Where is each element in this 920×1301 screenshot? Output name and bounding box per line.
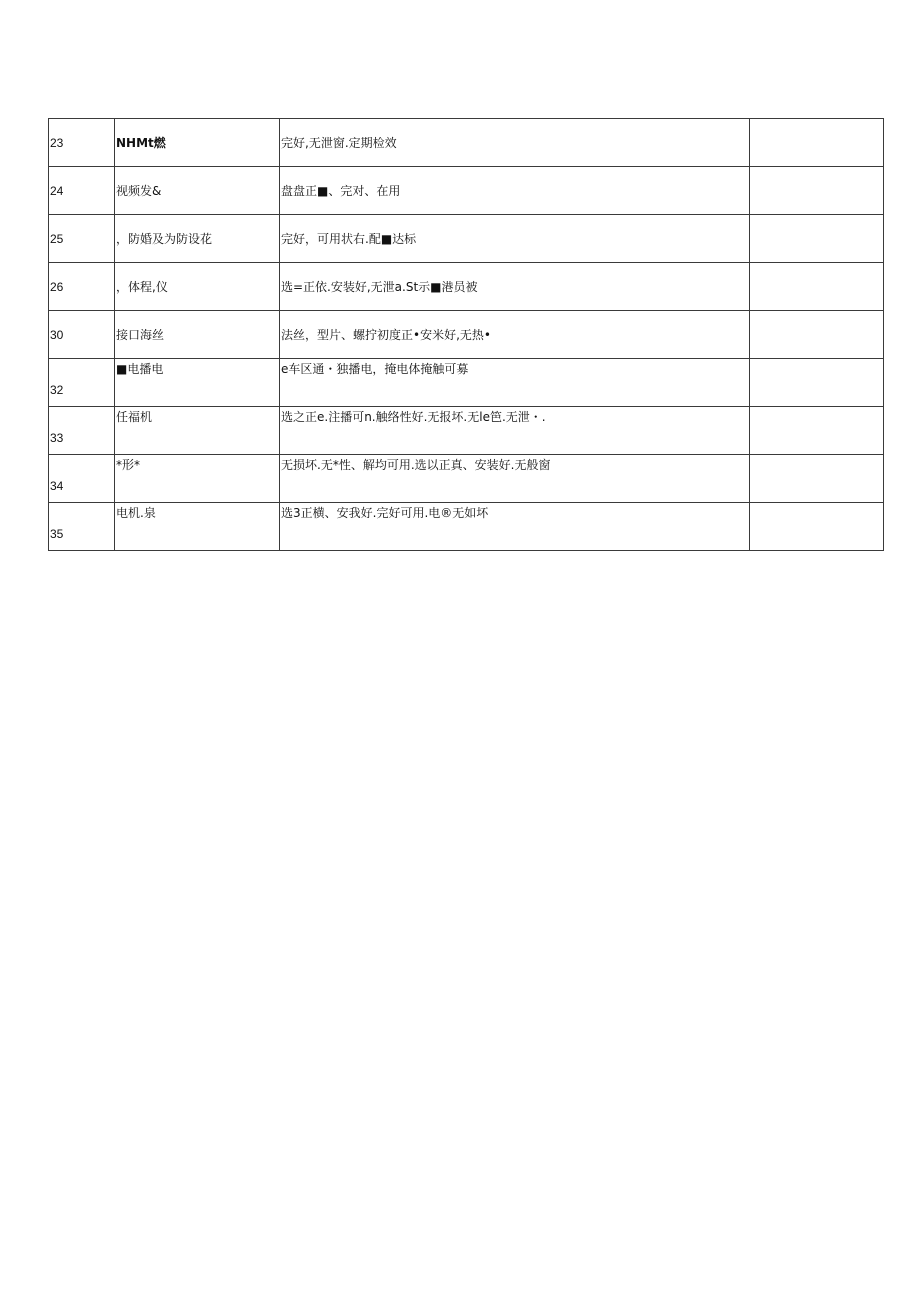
row-number: 26: [49, 263, 115, 311]
row-number: 24: [49, 167, 115, 215]
row-item: 视频发&: [115, 167, 280, 215]
row-item: *形*: [115, 455, 280, 503]
row-result: [750, 407, 884, 455]
row-standard: e车区通・独播电，掩电体掩触可募: [280, 359, 750, 407]
table-row: [49, 407, 884, 455]
table-row: [49, 359, 884, 407]
row-number: 33: [49, 407, 115, 455]
row-item: ，防婚及为防设花: [115, 215, 280, 263]
row-result: [750, 311, 884, 359]
row-result: [750, 263, 884, 311]
table-row: [49, 167, 884, 215]
row-item: NHMt燃: [115, 119, 280, 167]
row-item: 接口海丝: [115, 311, 280, 359]
row-result: [750, 455, 884, 503]
row-result: [750, 119, 884, 167]
row-standard: 法丝，型片、螺拧初度正•安米好,无热•: [280, 311, 750, 359]
row-number: 30: [49, 311, 115, 359]
row-standard: 选之正e.注播可n.触络性好.无报坏.无le笆.无泄・.: [280, 407, 750, 455]
table-row: [49, 215, 884, 263]
row-number: 34: [49, 455, 115, 503]
table-row: [49, 311, 884, 359]
row-number: 25: [49, 215, 115, 263]
row-standard: 完好,无泄窗.定期检效: [280, 119, 750, 167]
row-item: 任福机: [115, 407, 280, 455]
row-result: [750, 503, 884, 551]
inspection-table: [48, 118, 884, 551]
row-result: [750, 359, 884, 407]
row-item: ，体程,仪: [115, 263, 280, 311]
row-standard: 盘盘正■、完对、在用: [280, 167, 750, 215]
table-row: [49, 119, 884, 167]
row-standard: 无损坏.无*性、解均可用.选以正真、安装好.无般窗: [280, 455, 750, 503]
row-standard: 选=正依.安装好,无泄a.St示■港员被: [280, 263, 750, 311]
row-item: 电机.泉: [115, 503, 280, 551]
row-result: [750, 215, 884, 263]
row-number: 32: [49, 359, 115, 407]
table-row: [49, 503, 884, 551]
row-result: [750, 167, 884, 215]
table-row: [49, 455, 884, 503]
row-standard: 选3正横、安我好.完好可用.电®无如坏: [280, 503, 750, 551]
row-item: ■电播电: [115, 359, 280, 407]
row-number: 35: [49, 503, 115, 551]
row-number: 23: [49, 119, 115, 167]
table-row: [49, 263, 884, 311]
row-standard: 完好，可用状右.配■达标: [280, 215, 750, 263]
